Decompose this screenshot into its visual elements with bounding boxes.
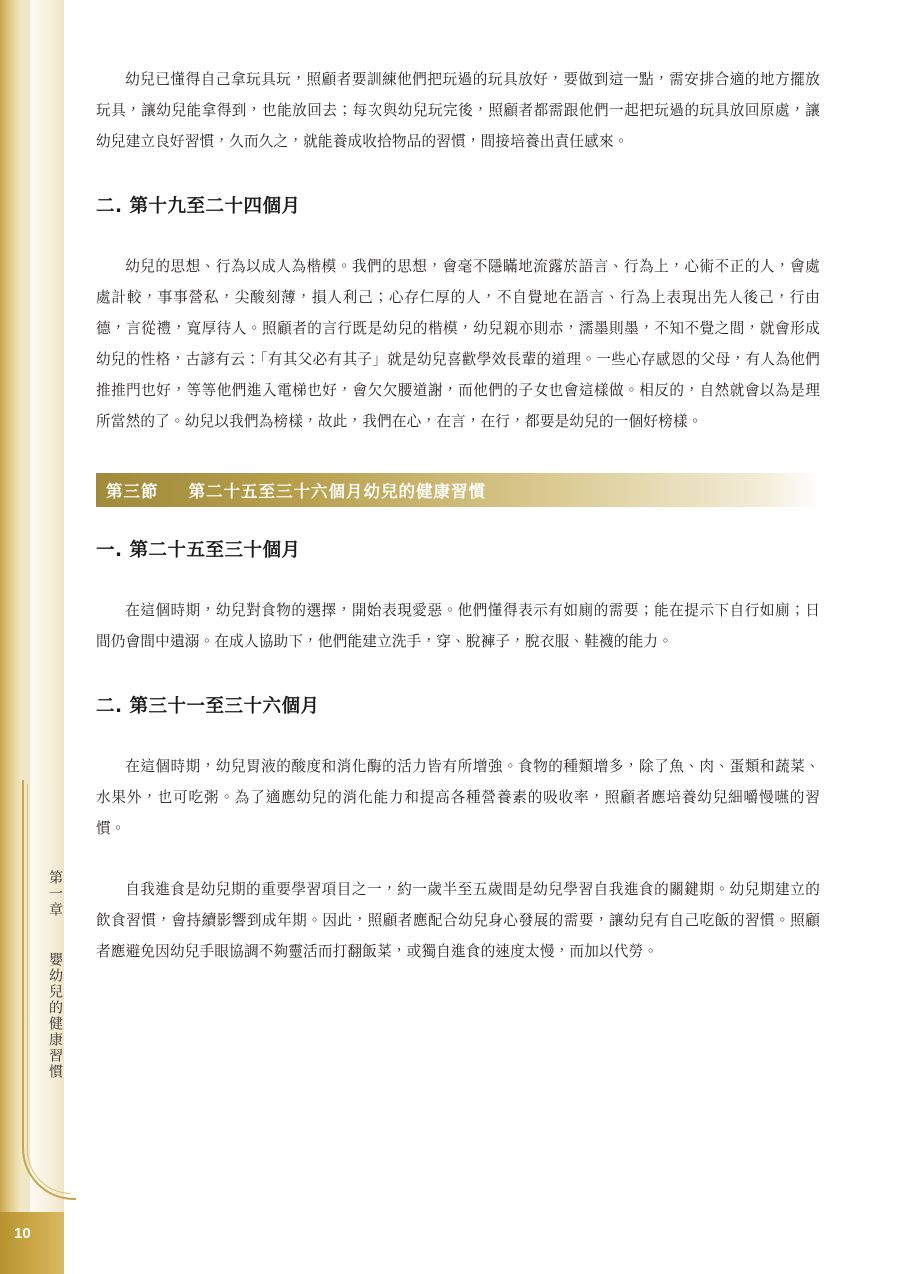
heading-months-31-36: 二. 第三十一至三十六個月 [96, 696, 320, 717]
paragraph-months-25-30: 在這個時期，幼兒對食物的選擇，開始表現愛惡。他們懂得表示有如廁的需要；能在提示下自行如廁；日間仍會間中遺溺。在成人協助下，他們能建立洗手，穿、脫褲子，脫衣服、鞋襪的能力。 [96, 602, 820, 650]
heading-months-25-30: 一. 第二十五至三十個月 [96, 540, 301, 561]
heading-months-19-24: 二. 第十九至二十四個月 [96, 196, 301, 217]
section-band-third [96, 473, 820, 507]
paragraph-months-31-36-a: 在這個時期，幼兒胃液的酸度和消化酶的活力皆有所增強。食物的種類增多，除了魚、肉、蛋類和蔬菜、水果外，也可吃粥。為了適應幼兒的消化能力和提高各種營養素的吸收率，照顧者應培養幼兒細嚼慢嚥的習慣。 [96, 758, 820, 837]
section-label: 第三節 [106, 482, 159, 501]
page-number: 10 [14, 1225, 31, 1242]
chapter-title: 嬰幼兒的健康習慣 [47, 952, 63, 1080]
page-number-block [0, 1212, 64, 1274]
chapter-vertical-label [31, 870, 63, 1080]
paragraph-intro: 幼兒已懂得自己拿玩具玩，照顧者要訓練他們把玩過的玩具放好，要做到這一點，需安排合適的地方擺放玩具，讓幼兒能拿得到，也能放回去；每次與幼兒玩完後，照顧者都需跟他們一起把玩過的玩具放回原處，讓幼兒建立良好習慣，久而久之，就能養成收拾物品的習慣，間接培養出責任感來。 [96, 71, 820, 150]
page-content [96, 64, 820, 967]
section-title: 第二十五至三十六個月幼兒的健康習慣 [188, 482, 486, 501]
chapter-number: 第一章 [47, 870, 63, 918]
paragraph-months-19-24: 幼兒的思想、行為以成人為楷模。我們的思想，會毫不隱瞞地流露於語言、行為上，心術不正的人，會處處計較，事事營私，尖酸刻薄，損人利己；心存仁厚的人，不自覺地在語言、行為上表現出先人後己，行由德，言從禮，寬厚待人。照顧者的言行既是幼兒的楷模，幼兒親亦則赤，濡墨則墨，不知不覺之間，就會形成幼兒的性格，古諺有云：「有其父必有其子」就是幼兒喜歡學效長輩的道理。一些心存感恩的父母，有人為他們推推門也好，等等他們進入電梯也好，會欠欠腰道謝，而他們的子女也會這樣做。相反的，自然就會以為是理所當然的了。幼兒以我們為榜樣，故此，我們在心，在言，在行，都要是幼兒的一個好榜樣。 [96, 258, 820, 430]
paragraph-months-31-36-b: 自我進食是幼兒期的重要學習項目之一，約一歲半至五歲間是幼兒學習自我進食的關鍵期。幼兒期建立的飲食習慣，會持續影響到成年期。因此，照顧者應配合幼兒身心發展的需要，讓幼兒有自己吃飯的習慣。照顧者應避免因幼兒手眼協調不夠靈活而打翻飯菜，或獨自進食的速度太慢，而加以代勞。 [96, 881, 820, 960]
